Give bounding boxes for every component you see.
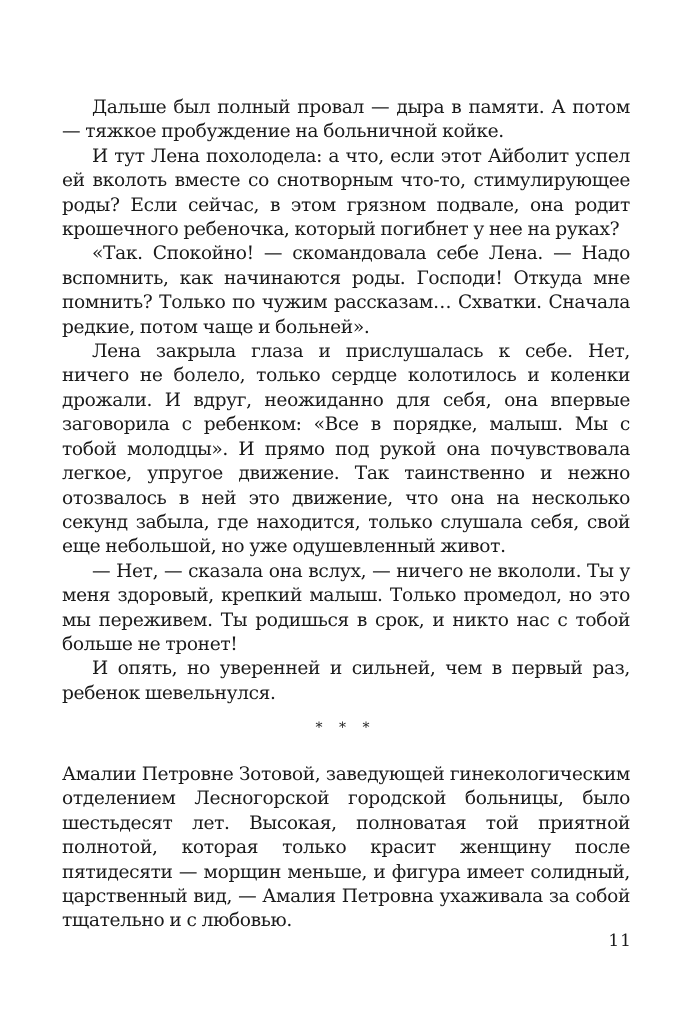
section-paragraph: Амалии Петровне Зотовой, заведующей гинекологическим отделением Лесногорской городской больницы, было шестьдесят лет. Высокая, полноватая той приятной полнотой, которая только красит женщину после пятидесяти — морщин меньше, и фигура имеет солидный, царственный вид, — Амалия Петровна ухаживала за собой тщательно и с любовью. [62,764,630,932]
page-number: 11 [608,931,632,951]
paragraph: «Так. Спокойно! — скомандовала себе Лена. — Надо вспомнить, как начинаются роды. Господи! Откуда мне помнить? Только по чужим рассказам… Схватки. Сначала редкие, потом чаще и больней». [62,243,630,338]
chapter-text [62,96,630,706]
paragraph: И опять, но уверенней и сильней, чем в первый раз, ребенок шевельнулся. [62,658,630,704]
paragraph: И тут Лена похолодела: а что, если этот Айболит успел ей вколоть вместе со снотворным что-то, стимулирующее роды? Если сейчас, в этом грязном подвале, она родит крошечного ребеночка, который погибнет у нее на руках? [62,145,630,241]
section-text [62,763,630,934]
section-separator: * * * [315,720,376,736]
paragraph: Дальше был полный провал — дыра в памяти. А потом — тяжкое пробуждение на больничной койке. [62,97,630,143]
paragraph: — Нет, — сказала она вслух, — ничего не вкололи. Ты у меня здоровый, крепкий малыш. Только промедол, но это мы переживем. Ты родишься в срок, и никто нас с тобой больше не тронет! [62,560,630,655]
paragraph: Лена закрыла глаза и прислушалась к себе. Нет, ничего не болело, только сердце колотилось и коленки дрожали. И вдруг, неожиданно для себя, она впервые заговорила с ребенком: «Все в порядке, малыш. Мы с тобой молодцы». И прямо под рукой она почувствовала легкое, упругое движение. Так таинственно и нежно отозвалось в ней это движение, что она на несколько секунд забыла, где находится, только слушала себя, свой еще небольшой, но уже одушевленный живот. [62,341,630,558]
